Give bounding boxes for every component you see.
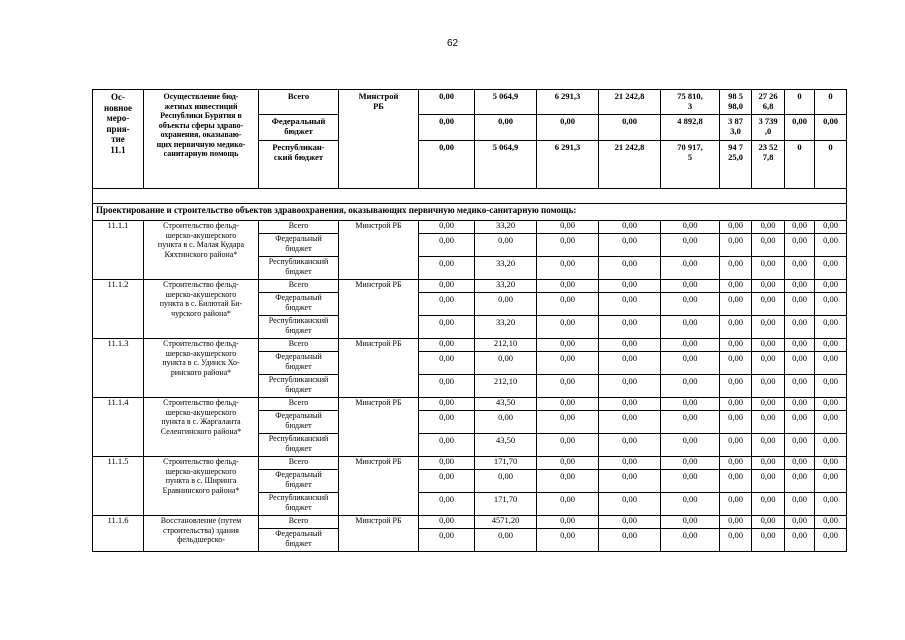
- project-code: 11.1.2: [93, 280, 144, 339]
- value-cell: 0: [785, 90, 815, 115]
- value-cell: 0,00: [785, 293, 815, 316]
- funding-source: Всего: [259, 457, 339, 470]
- value-cell: 27 26 6,8: [752, 90, 785, 115]
- value-cell: 0,00: [785, 411, 815, 434]
- value-cell: 0,00: [419, 529, 475, 552]
- value-cell: 0,00: [599, 493, 661, 516]
- value-cell: 21 242,8: [599, 141, 661, 189]
- value-cell: 0,00: [720, 457, 752, 470]
- project-code: 11.1.6: [93, 516, 144, 552]
- value-cell: 0,00: [599, 398, 661, 411]
- value-cell: 0,00: [720, 493, 752, 516]
- value-cell: 0,00: [815, 316, 847, 339]
- project-code: 11.1.3: [93, 339, 144, 398]
- project-name: Строительство фельд- шерско-акушерского пункта в с. Удинск Хо- ринского района*: [144, 339, 259, 398]
- value-cell: 0,00: [599, 339, 661, 352]
- value-cell: 212,10: [475, 339, 537, 352]
- project-row: [93, 221, 847, 234]
- value-cell: 0,00: [815, 398, 847, 411]
- value-cell: 0,00: [815, 293, 847, 316]
- value-cell: 0,00: [537, 115, 599, 141]
- value-cell: 0,00: [752, 339, 785, 352]
- value-cell: 0,00: [661, 316, 720, 339]
- value-cell: 0,00: [475, 293, 537, 316]
- value-cell: 0,00: [419, 316, 475, 339]
- value-cell: 0,00: [661, 411, 720, 434]
- value-cell: 0,00: [815, 375, 847, 398]
- value-cell: 0: [815, 90, 847, 115]
- main-activity-name: Осуществление бюд- жетных инвестиций Республики Бурятия в объекты сферы здраво- охранения, оказываю- щих первичную медико- санитарную помощь: [144, 90, 259, 189]
- executor: Минстрой РБ: [339, 398, 419, 457]
- value-cell: 0,00: [661, 221, 720, 234]
- value-cell: 0,00: [785, 470, 815, 493]
- project-code: 11.1.5: [93, 457, 144, 516]
- project-name: Строительство фельд- шерско-акушерского пункта в с. Ширинга Еравнинского района*: [144, 457, 259, 516]
- value-cell: 0,00: [599, 115, 661, 141]
- value-cell: 171,70: [475, 493, 537, 516]
- value-cell: 0,00: [752, 516, 785, 529]
- value-cell: 0,00: [661, 280, 720, 293]
- value-cell: 0,00: [815, 257, 847, 280]
- value-cell: 0,00: [419, 221, 475, 234]
- page-number: 62: [446, 38, 459, 49]
- value-cell: 0,00: [752, 293, 785, 316]
- value-cell: 0,00: [785, 339, 815, 352]
- value-cell: 33,20: [475, 257, 537, 280]
- value-cell: 0,00: [419, 280, 475, 293]
- value-cell: 0,00: [785, 516, 815, 529]
- blank-row: [93, 189, 847, 204]
- value-cell: 5 064,9: [475, 141, 537, 189]
- funding-source: Республиканский бюджет: [259, 493, 339, 516]
- value-cell: 0,00: [720, 470, 752, 493]
- funding-source: Республиканский бюджет: [259, 375, 339, 398]
- funding-source: Федеральный бюджет: [259, 411, 339, 434]
- funding-source: Всего: [259, 280, 339, 293]
- value-cell: 0,00: [661, 398, 720, 411]
- value-cell: 0,00: [661, 234, 720, 257]
- value-cell: 0,00: [752, 257, 785, 280]
- value-cell: 3 87 3,0: [720, 115, 752, 141]
- executor: Минстрой РБ: [339, 339, 419, 398]
- funding-source: Федеральный бюджет: [259, 293, 339, 316]
- funding-source: Республикан- ский бюджет: [259, 141, 339, 189]
- main-activity-row: [93, 90, 847, 115]
- value-cell: 0,00: [661, 457, 720, 470]
- value-cell: 0,00: [599, 316, 661, 339]
- project-name: Строительство фельд- шерско-акушерского пункта в с. Жаргаланта Селенгинского района*: [144, 398, 259, 457]
- value-cell: 0,00: [475, 411, 537, 434]
- value-cell: 33,20: [475, 280, 537, 293]
- value-cell: 0,00: [419, 352, 475, 375]
- value-cell: 171,70: [475, 457, 537, 470]
- value-cell: 0,00: [419, 234, 475, 257]
- funding-source: Всего: [259, 516, 339, 529]
- value-cell: 0,00: [537, 352, 599, 375]
- value-cell: 0,00: [720, 339, 752, 352]
- value-cell: 0,00: [720, 516, 752, 529]
- value-cell: 0,00: [419, 375, 475, 398]
- value-cell: 0,00: [720, 375, 752, 398]
- value-cell: 0,00: [752, 352, 785, 375]
- value-cell: 0,00: [537, 375, 599, 398]
- funding-source: Федеральный бюджет: [259, 470, 339, 493]
- value-cell: 0,00: [475, 352, 537, 375]
- value-cell: 0,00: [475, 470, 537, 493]
- value-cell: 0: [815, 141, 847, 189]
- project-row: [93, 280, 847, 293]
- value-cell: 0,00: [599, 516, 661, 529]
- value-cell: 0,00: [419, 516, 475, 529]
- funding-source: Федеральный бюджет: [259, 234, 339, 257]
- value-cell: 0,00: [419, 141, 475, 189]
- value-cell: 0,00: [815, 493, 847, 516]
- executor: Минстрой РБ: [339, 90, 419, 189]
- value-cell: 0,00: [785, 434, 815, 457]
- value-cell: 0,00: [752, 529, 785, 552]
- executor: Минстрой РБ: [339, 280, 419, 339]
- executor: Минстрой РБ: [339, 457, 419, 516]
- value-cell: 0,00: [752, 234, 785, 257]
- value-cell: 0,00: [752, 375, 785, 398]
- value-cell: 75 810, 3: [661, 90, 720, 115]
- value-cell: 0,00: [475, 529, 537, 552]
- value-cell: 0,00: [720, 293, 752, 316]
- value-cell: 0,00: [475, 234, 537, 257]
- value-cell: 0,00: [599, 375, 661, 398]
- value-cell: 0,00: [419, 457, 475, 470]
- value-cell: 0,00: [537, 316, 599, 339]
- value-cell: 0,00: [720, 411, 752, 434]
- value-cell: 0,00: [752, 316, 785, 339]
- value-cell: 4 892,8: [661, 115, 720, 141]
- funding-source: Федеральный бюджет: [259, 352, 339, 375]
- value-cell: 0,00: [537, 470, 599, 493]
- value-cell: 0,00: [785, 457, 815, 470]
- value-cell: 0,00: [537, 529, 599, 552]
- budget-table: [92, 89, 847, 552]
- value-cell: 0,00: [785, 257, 815, 280]
- value-cell: 0,00: [537, 221, 599, 234]
- project-code: 11.1.1: [93, 221, 144, 280]
- funding-source: Республиканский бюджет: [259, 257, 339, 280]
- main-activity-code: Ос- новное меро- прия- тие 11.1: [93, 90, 144, 189]
- value-cell: 0,00: [475, 115, 537, 141]
- value-cell: 21 242,8: [599, 90, 661, 115]
- project-row: [93, 398, 847, 411]
- funding-source: Федеральный бюджет: [259, 529, 339, 552]
- funding-source: Республиканский бюджет: [259, 316, 339, 339]
- value-cell: 0,00: [720, 234, 752, 257]
- project-code: 11.1.4: [93, 398, 144, 457]
- value-cell: 0,00: [785, 280, 815, 293]
- value-cell: 0,00: [815, 529, 847, 552]
- value-cell: 0,00: [785, 398, 815, 411]
- project-row: [93, 339, 847, 352]
- value-cell: 0,00: [720, 398, 752, 411]
- executor: Минстрой РБ: [339, 221, 419, 280]
- value-cell: 0,00: [720, 221, 752, 234]
- value-cell: 0,00: [661, 375, 720, 398]
- value-cell: 0,00: [785, 115, 815, 141]
- value-cell: 0,00: [537, 411, 599, 434]
- value-cell: 0,00: [720, 257, 752, 280]
- value-cell: 0,00: [815, 516, 847, 529]
- value-cell: 0,00: [599, 411, 661, 434]
- value-cell: 0,00: [815, 339, 847, 352]
- value-cell: 0,00: [785, 375, 815, 398]
- value-cell: 70 917, 5: [661, 141, 720, 189]
- value-cell: 0,00: [815, 470, 847, 493]
- value-cell: 0,00: [599, 457, 661, 470]
- value-cell: 0,00: [720, 316, 752, 339]
- value-cell: 0,00: [661, 257, 720, 280]
- value-cell: 0,00: [599, 280, 661, 293]
- value-cell: 0,00: [752, 434, 785, 457]
- value-cell: 0,00: [785, 316, 815, 339]
- value-cell: 0,00: [815, 280, 847, 293]
- value-cell: 0,00: [537, 434, 599, 457]
- value-cell: 0,00: [419, 398, 475, 411]
- project-row: [93, 516, 847, 529]
- value-cell: 0,00: [752, 280, 785, 293]
- value-cell: 6 291,3: [537, 90, 599, 115]
- value-cell: 0,00: [661, 434, 720, 457]
- value-cell: 0,00: [661, 339, 720, 352]
- value-cell: 33,20: [475, 221, 537, 234]
- value-cell: 0,00: [815, 434, 847, 457]
- funding-source: Федеральный бюджет: [259, 115, 339, 141]
- value-cell: 0,00: [752, 411, 785, 434]
- value-cell: 0,00: [661, 293, 720, 316]
- value-cell: 0,00: [599, 221, 661, 234]
- funding-source: Всего: [259, 221, 339, 234]
- value-cell: 0,00: [599, 470, 661, 493]
- value-cell: 0,00: [815, 115, 847, 141]
- project-row: [93, 457, 847, 470]
- value-cell: 98 5 98,0: [720, 90, 752, 115]
- value-cell: 0,00: [419, 115, 475, 141]
- section-title: Проектирование и строительство объектов здравоохранения, оказывающих первичную медико-санитарную помощь:: [93, 204, 847, 221]
- value-cell: 0,00: [419, 470, 475, 493]
- blank-cell: [93, 189, 847, 204]
- value-cell: 0,00: [419, 339, 475, 352]
- value-cell: 0,00: [815, 221, 847, 234]
- value-cell: 0,00: [752, 470, 785, 493]
- value-cell: 0,00: [599, 257, 661, 280]
- value-cell: 0,00: [815, 457, 847, 470]
- value-cell: 4571,20: [475, 516, 537, 529]
- value-cell: 0,00: [720, 280, 752, 293]
- value-cell: 0,00: [537, 257, 599, 280]
- project-name: Восстановление (путем строительства) здания фельдшерско-: [144, 516, 259, 552]
- value-cell: 0,00: [661, 493, 720, 516]
- value-cell: 23 52 7,8: [752, 141, 785, 189]
- value-cell: 0,00: [785, 234, 815, 257]
- funding-source: Республиканский бюджет: [259, 434, 339, 457]
- section-row: [93, 204, 847, 221]
- value-cell: 0,00: [537, 234, 599, 257]
- value-cell: 0,00: [419, 90, 475, 115]
- value-cell: 0,00: [537, 457, 599, 470]
- value-cell: 0,00: [599, 352, 661, 375]
- value-cell: 0,00: [599, 434, 661, 457]
- value-cell: 0,00: [661, 352, 720, 375]
- value-cell: 0,00: [419, 293, 475, 316]
- value-cell: 0,00: [785, 221, 815, 234]
- value-cell: 43,50: [475, 434, 537, 457]
- value-cell: 0,00: [537, 339, 599, 352]
- project-name: Строительство фельд- шерско-акушерского пункта в с. Малая Кудара Кяхтинского района*: [144, 221, 259, 280]
- value-cell: 33,20: [475, 316, 537, 339]
- value-cell: 0: [785, 141, 815, 189]
- value-cell: 0,00: [537, 398, 599, 411]
- value-cell: 0,00: [785, 352, 815, 375]
- value-cell: 0,00: [815, 352, 847, 375]
- value-cell: 0,00: [785, 529, 815, 552]
- value-cell: 6 291,3: [537, 141, 599, 189]
- value-cell: 3 739 ,0: [752, 115, 785, 141]
- value-cell: 0,00: [419, 411, 475, 434]
- value-cell: 0,00: [537, 493, 599, 516]
- value-cell: 0,00: [599, 234, 661, 257]
- value-cell: 0,00: [815, 411, 847, 434]
- value-cell: 0,00: [661, 470, 720, 493]
- table-body: [93, 90, 847, 552]
- value-cell: 0,00: [720, 434, 752, 457]
- value-cell: 0,00: [752, 457, 785, 470]
- value-cell: 0,00: [752, 493, 785, 516]
- funding-source: Всего: [259, 398, 339, 411]
- value-cell: 94 7 25,0: [720, 141, 752, 189]
- value-cell: 5 064,9: [475, 90, 537, 115]
- value-cell: 0,00: [752, 398, 785, 411]
- project-name: Строительство фельд- шерско-акушерского пункта в с. Билютай Би- чурского района*: [144, 280, 259, 339]
- value-cell: 0,00: [419, 257, 475, 280]
- value-cell: 0,00: [419, 434, 475, 457]
- value-cell: 0,00: [661, 516, 720, 529]
- value-cell: 0,00: [599, 529, 661, 552]
- value-cell: 0,00: [720, 352, 752, 375]
- value-cell: 0,00: [815, 234, 847, 257]
- value-cell: 0,00: [537, 280, 599, 293]
- value-cell: 0,00: [785, 493, 815, 516]
- funding-source: Всего: [259, 339, 339, 352]
- funding-source: Всего: [259, 90, 339, 115]
- value-cell: 0,00: [419, 493, 475, 516]
- value-cell: 0,00: [752, 221, 785, 234]
- value-cell: 0,00: [537, 293, 599, 316]
- executor: Минстрой РБ: [339, 516, 419, 552]
- value-cell: 212,10: [475, 375, 537, 398]
- value-cell: 43,50: [475, 398, 537, 411]
- value-cell: 0,00: [720, 529, 752, 552]
- value-cell: 0,00: [599, 293, 661, 316]
- value-cell: 0,00: [537, 516, 599, 529]
- value-cell: 0,00: [661, 529, 720, 552]
